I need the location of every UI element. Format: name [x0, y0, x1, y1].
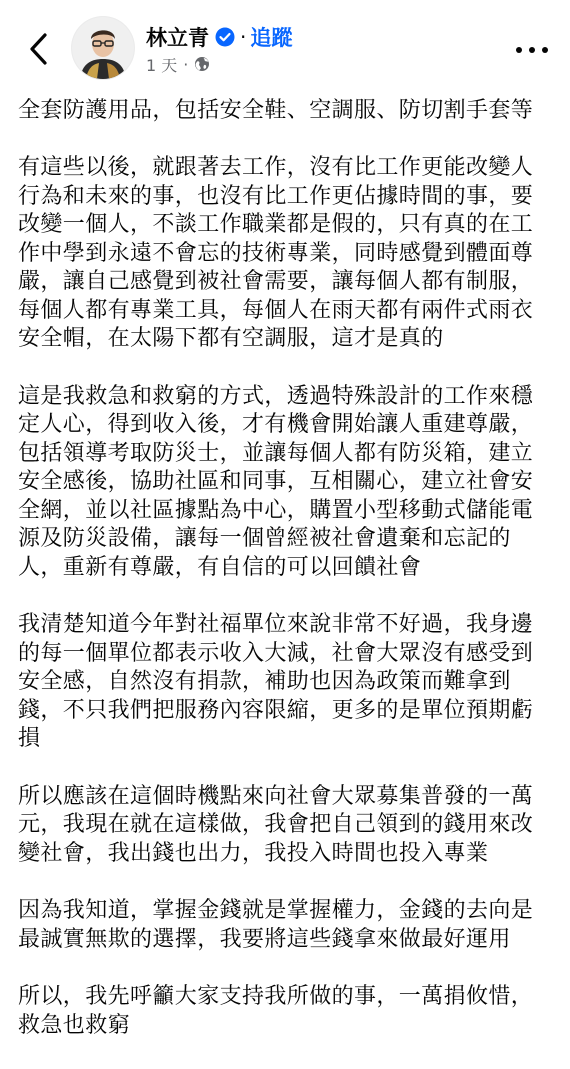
back-button[interactable] — [18, 26, 58, 72]
post-header — [0, 0, 570, 96]
follow-button[interactable]: 追蹤 — [250, 26, 293, 50]
more-horizontal-icon — [516, 47, 522, 53]
name-separator: · — [240, 25, 247, 49]
chevron-left-icon — [27, 32, 49, 66]
globe-icon — [194, 56, 210, 72]
post-paragraph: 因為我知道，掌握金錢就是掌握權力，金錢的去向是 最誠實無欺的選擇，我要將這些錢拿來做最好運用 — [18, 898, 534, 952]
post-paragraph: 所以，我先呼籲大家支持我所做的事，一萬捐攸惜， 救急也救窮 — [18, 984, 534, 1038]
avatar-image — [72, 17, 134, 79]
author-avatar[interactable] — [72, 17, 134, 79]
post-paragraph: 我清楚知道今年對社福單位來說非常不好過，我身邊 的每一個單位都表示收入大減，社會大眾沒有感受到 安全感，自然沒有捐款，補助也因為政策而難拿到 錢，不只我們把服務內容限縮，更多的是單位預期虧 損 — [18, 612, 534, 751]
post-paragraph: 有這些以後，就跟著去工作，沒有比工作更能改變人 行為和未來的事，也沒有比工作更佔據時間的事，要 改變一個人，不談工作職業都是假的，只有真的在工 作中學到永遠不會忘的技術專業，同時感覺到體面尊 嚴，讓自己感覺到被社會需要，讓每個人都有制服， 每個人都有專業工具，每個人在雨天都有兩件式雨衣 安全帽，在太陽下都有空調服，這才是真的 — [18, 155, 534, 351]
post-body — [18, 68, 558, 1069]
post-paragraph: 所以應該在這個時機點來向社會大眾募集普發的一萬 元，我現在就在這樣做，我會把自己領到的錢用來改 變社會，我出錢也出力，我投入時間也投入專業 — [18, 783, 534, 866]
post-meta — [146, 53, 210, 75]
post-timestamp[interactable]: 1 天 — [146, 55, 178, 75]
verified-badge-icon — [215, 27, 235, 47]
more-horizontal-icon-dot — [542, 47, 548, 53]
author-name-row — [146, 21, 292, 53]
author-name[interactable]: 林立青 — [146, 26, 209, 50]
more-horizontal-icon-dot — [529, 47, 535, 53]
more-options-button[interactable] — [512, 36, 552, 64]
meta-separator: · — [183, 54, 189, 74]
post-paragraph: 這是我救急和救窮的方式，透過特殊設計的工作來穩 定人心，得到收入後，才有機會開始讓人重建尊嚴， 包括領導考取防災士，並讓每個人都有防災箱，建立 安全感後，協助社區和同事，互相關心，建立社會安 全網，並以社區據點為中心，購置小型移動式儲能電 源及防災設備，讓每一個曾經被社會遺棄和忘記的 人，重新有尊嚴，有自信的可以回饋社會 — [18, 383, 534, 580]
post-paragraph: 全套防護用品，包括安全鞋、空調服、防切割手套等 — [18, 97, 534, 123]
